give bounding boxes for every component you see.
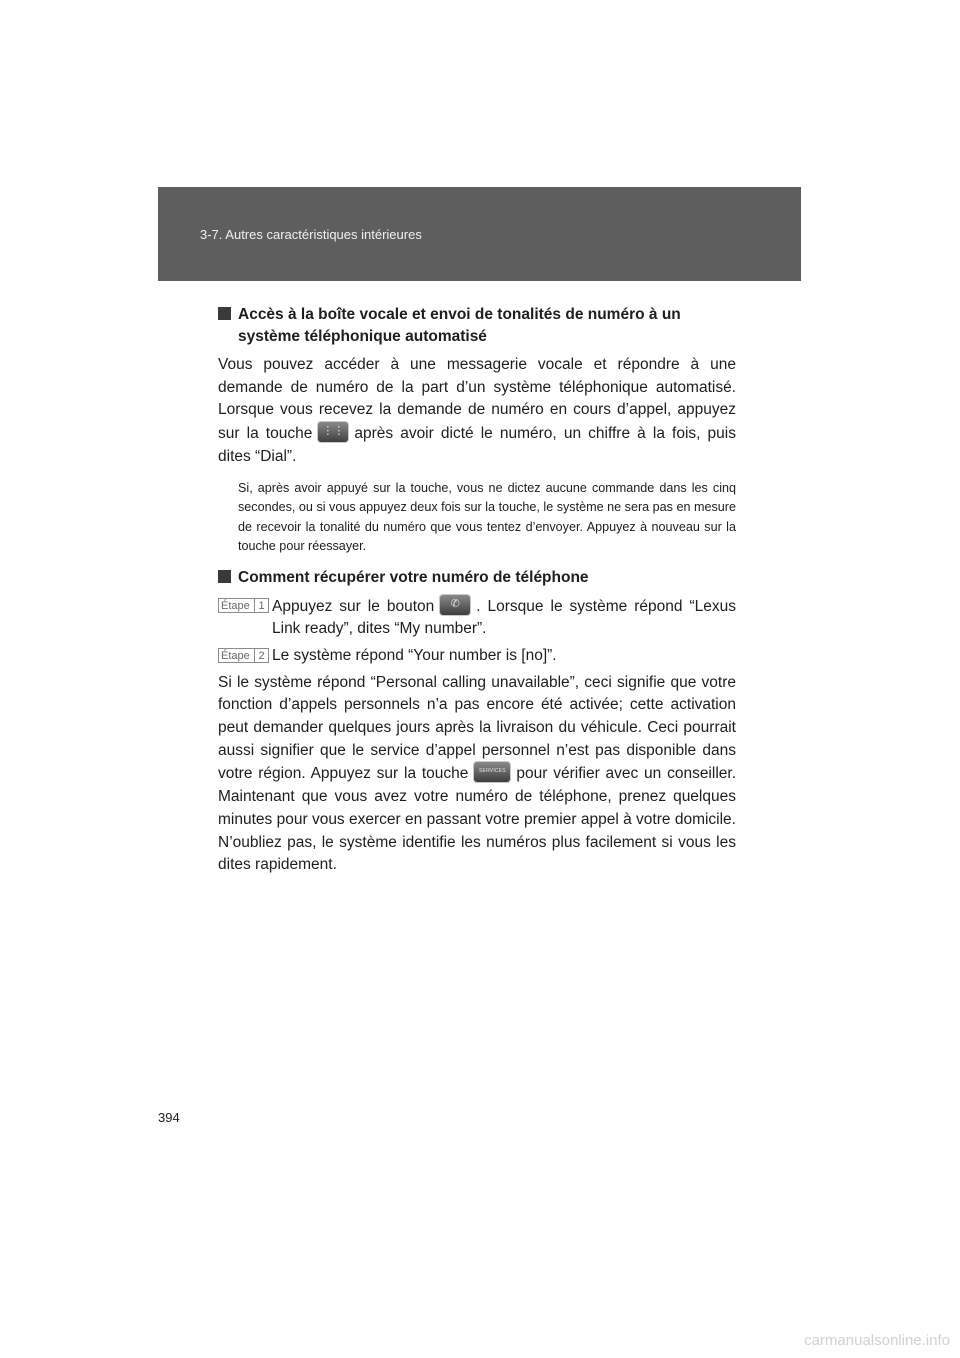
- step-text: . Lorsque le système répond “Lexus Link ready”, dites “My number”.: [272, 597, 736, 638]
- paragraph-personal-calling: [218, 672, 736, 877]
- keypad-icon: ⋮⋮: [318, 422, 348, 442]
- header-band: [158, 187, 801, 281]
- section-heading-phone-number: [218, 567, 736, 589]
- square-bullet-icon: [218, 570, 231, 583]
- paragraph-text: après avoir dicté le numéro, un chiffre à la fois, puis dites “Dial”.: [218, 425, 736, 465]
- note-paragraph: Si, après avoir appuyé sur la touche, vous ne dictez aucune commande dans les cinq secondes, ou si vous appuyez deux fois sur la touche, le système ne sera pas en mesure de recevoir la tonalité du numéro que vous tentez d’envoyer. Appuyez à nouveau sur la touche pour réessayer.: [238, 480, 736, 554]
- heading-text: Comment récupérer votre numéro de téléphone: [238, 568, 589, 586]
- section-heading-voicemail: [218, 304, 736, 348]
- step-text: Le système répond “Your number is [no]”.: [272, 646, 557, 664]
- services-icon: SERVICES: [474, 762, 510, 782]
- heading-text: Accès à la boîte vocale et envoi de tonalités de numéro à un système téléphonique automatisé: [238, 306, 681, 345]
- step-text: Appuyez sur le bouton: [272, 597, 435, 615]
- phone-handset-icon: ✆: [440, 595, 470, 615]
- step-2: [218, 645, 736, 668]
- content: [218, 304, 736, 887]
- paragraph-text: Si le système répond “Personal calling unavailable”, ceci signifie que votre fonction d’appels personnels n’a pas encore été activée; cette activation peut demander quelques jours après la livraison du véhicule. Ceci pourrait aussi signifier que le service d’appel personnel n’est pas disponible dans votre région. Appuyez sur la touche: [218, 673, 736, 783]
- step-label: Étape 1: [218, 598, 269, 613]
- paragraph-text: Vous pouvez accéder à une messagerie vocale et répondre à une demande de numéro de la part d’un système téléphonique automatisé. Lorsque vous recevez la demande de numéro en cours d’appel, appuyez sur la touche: [218, 356, 736, 443]
- watermark: carmanualsonline.info: [804, 1332, 950, 1349]
- square-bullet-icon: [218, 307, 231, 320]
- paragraph-text: pour vérifier avec un conseiller. Maintenant que vous avez votre numéro de téléphone, prenez quelques minutes pour vous exercer en passant votre premier appel à votre domicile. N’oubliez pas, le système identifie les numéros plus facilement si vous les dites rapidement.: [218, 765, 736, 874]
- section-title: 3-7. Autres caractéristiques intérieures: [200, 227, 422, 242]
- step-label: Étape 2: [218, 648, 269, 663]
- page-number: 394: [158, 1110, 180, 1125]
- paragraph-voicemail: [218, 354, 736, 469]
- step-1: [218, 595, 736, 641]
